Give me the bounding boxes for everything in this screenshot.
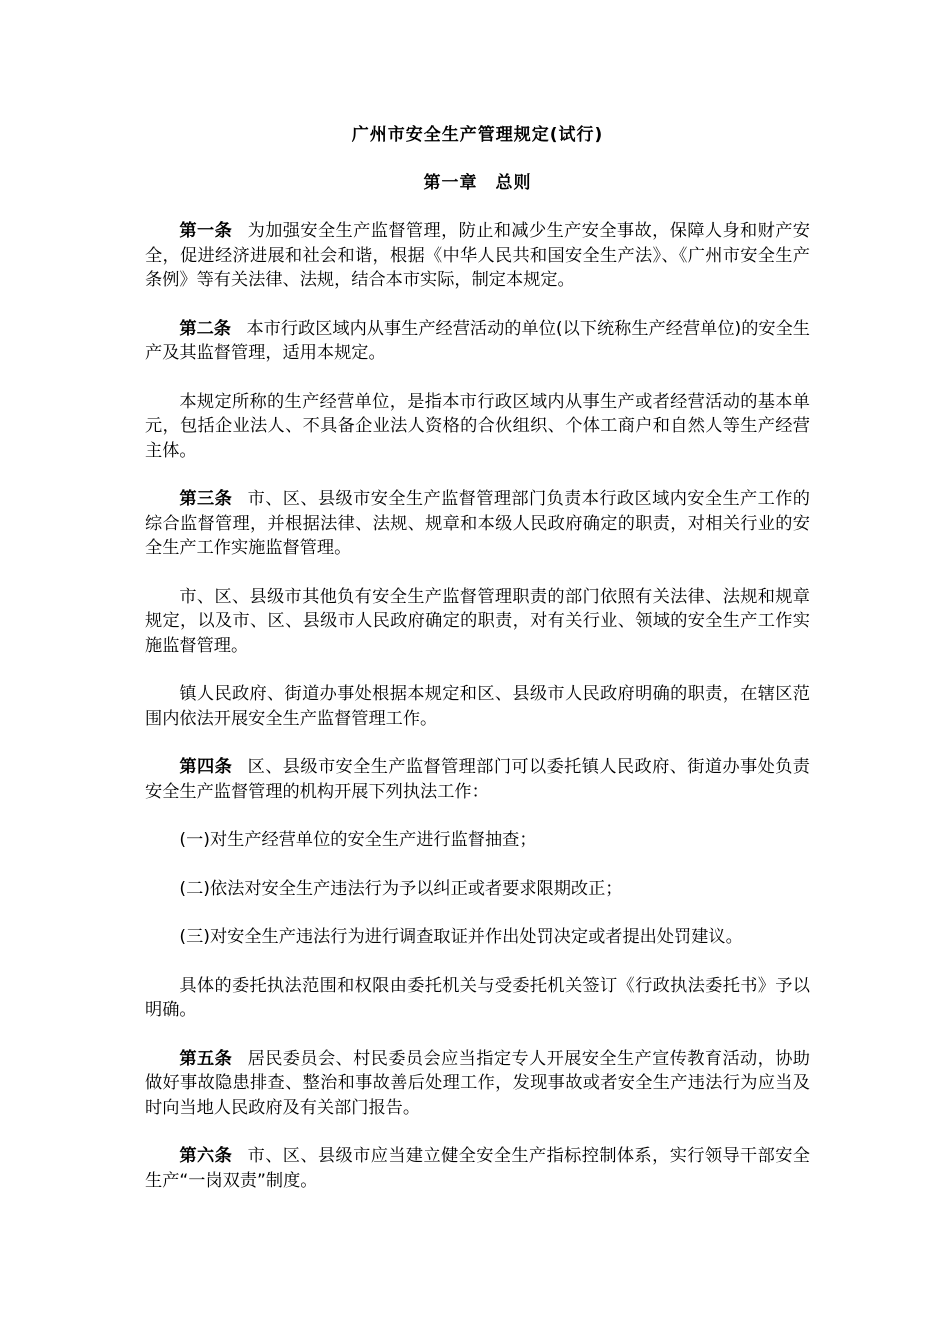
paragraph-text: (三)对安全生产违法行为进行调查取证并作出处罚决定或者提出处罚建议。 bbox=[179, 927, 743, 947]
paragraph-text: 具体的委托执法范围和权限由委托机关与受委托机关签订《行政执法委托书》予以明确。 bbox=[145, 975, 810, 1020]
paragraph-text: 本市行政区域内从事生产经营活动的单位(以下统称生产经营单位)的安全生产及其监督管理，适用本规定。 bbox=[145, 318, 810, 363]
paragraph-text: 居民委员会、村民委员会应当指定专人开展安全生产宣传教育活动，协助做好事故隐患排查、整治和事故善后处理工作，发现事故或者安全生产违法行为应当及时向当地人民政府及有关部门报告。 bbox=[145, 1048, 810, 1118]
document-title: 广州市安全生产管理规定(试行) bbox=[351, 125, 604, 145]
document-page bbox=[145, 122, 810, 1193]
paragraph-text: 为加强安全生产监督管理，防止和减少生产安全事故，保障人身和财产安全，促进经济进展和社会和谐，根据《中华人民共和国安全生产法》、《广州市安全生产条例》等有关法律、法规，结合本市实际，制定本规定。 bbox=[145, 221, 810, 290]
article-3-paragraph bbox=[145, 487, 810, 561]
article-3-paragraph-2 bbox=[145, 585, 810, 659]
article-4-paragraph bbox=[145, 755, 810, 804]
article-4-item-1 bbox=[145, 828, 810, 853]
article-number: 第五条 bbox=[179, 1048, 233, 1069]
article-number: 第一条 bbox=[179, 221, 233, 241]
paragraph-text: 本规定所称的生产经营单位，是指本市行政区域内从事生产或者经营活动的基本单元，包括企业法人、不具备企业法人资格的合伙组织、个体工商户和自然人等生产经营主体。 bbox=[145, 391, 810, 461]
article-1-paragraph bbox=[145, 219, 810, 293]
article-number: 第六条 bbox=[179, 1146, 233, 1166]
paragraph-text: (二)依法对安全生产违法行为予以纠正或者要求限期改正； bbox=[179, 878, 623, 899]
article-number: 第二条 bbox=[179, 318, 231, 339]
article-number: 第四条 bbox=[179, 757, 233, 777]
article-4-paragraph-2 bbox=[145, 974, 810, 1023]
article-2-paragraph-2 bbox=[145, 390, 810, 464]
article-3-paragraph-3 bbox=[145, 682, 810, 731]
article-4-item-3 bbox=[145, 925, 810, 950]
paragraph-text: (一)对生产经营单位的安全生产进行监督抽查； bbox=[179, 830, 537, 850]
chapter-title: 第一章 总则 bbox=[423, 173, 532, 193]
article-number: 第三条 bbox=[179, 489, 233, 509]
article-5-paragraph bbox=[145, 1047, 810, 1121]
paragraph-text: 镇人民政府、街道办事处根据本规定和区、县级市人民政府明确的职责，在辖区范围内依法开展安全生产监督管理工作。 bbox=[145, 684, 810, 729]
paragraph-text: 市、区、县级市应当建立健全安全生产指标控制体系，实行领导干部安全生产“一岗双责”制度。 bbox=[145, 1146, 810, 1191]
paragraph-text: 市、区、县级市其他负有安全生产监督管理职责的部门依照有关法律、法规和规章规定，以及市、区、县级市人民政府确定的职责，对有关行业、领域的安全生产工作实施监督管理。 bbox=[145, 586, 810, 656]
paragraph-text: 区、县级市安全生产监督管理部门可以委托镇人民政府、街道办事处负责安全生产监督管理的机构开展下列执法工作： bbox=[145, 757, 810, 802]
article-6-paragraph bbox=[145, 1144, 810, 1193]
article-4-item-2 bbox=[145, 877, 810, 902]
article-2-paragraph bbox=[145, 317, 810, 366]
paragraph-text: 市、区、县级市安全生产监督管理部门负责本行政区域内安全生产工作的综合监督管理，并根据法律、法规、规章和本级人民政府确定的职责，对相关行业的安全生产工作实施监督管理。 bbox=[145, 489, 810, 558]
